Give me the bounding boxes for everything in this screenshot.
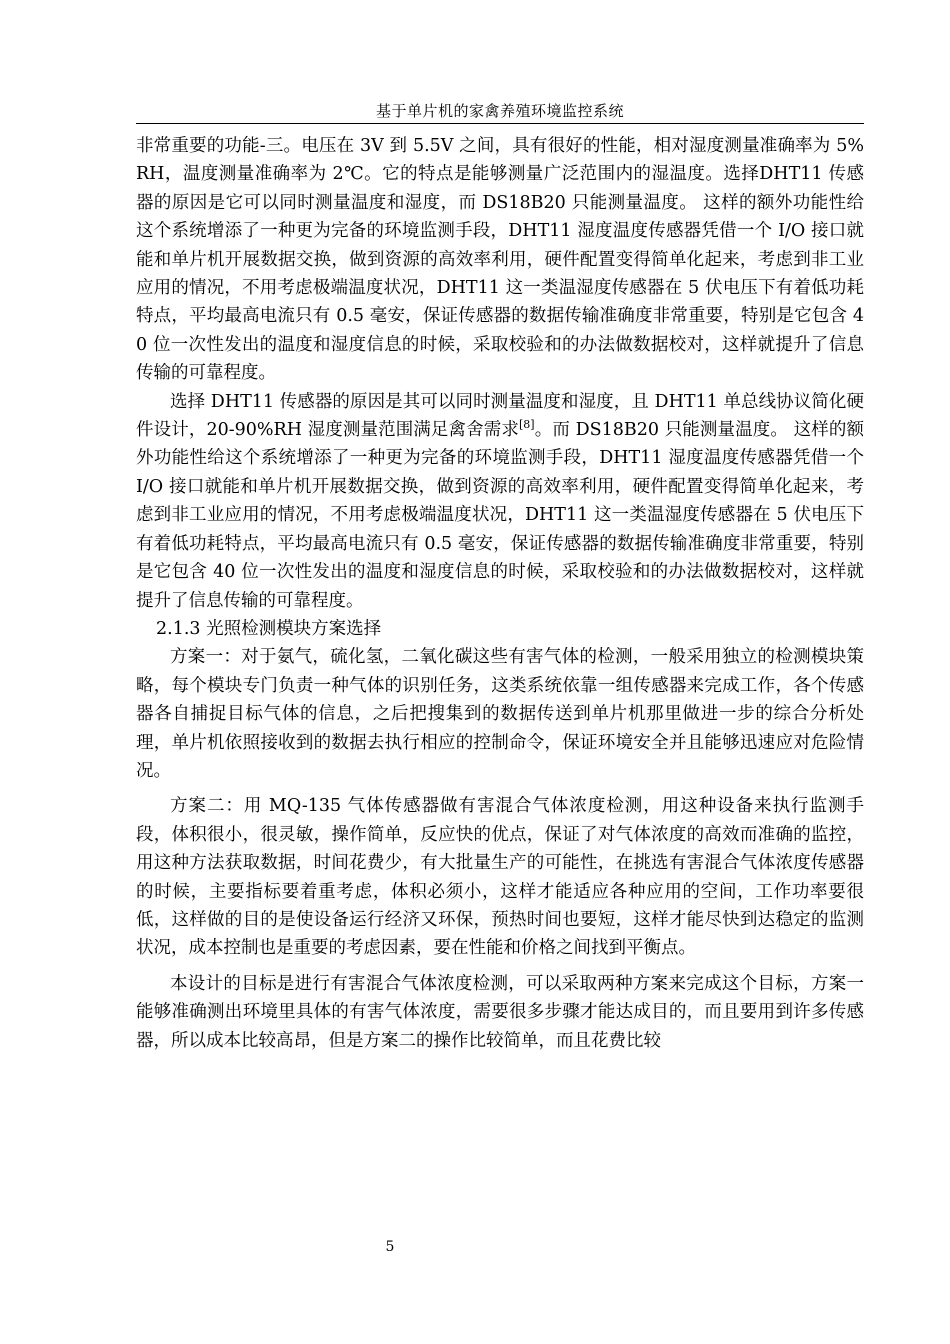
paragraph-scheme-two: 方案二：用 MQ-135 气体传感器做有害混合气体浓度检测，用这种设备来执行监测手段，体积很小，很灵敏，操作简单，反应快的优点，保证了对气体浓度的高效而准确的监控，用这种方法获取数据，时间花费少，有大批量生产的可能性，在挑选有害混合气体浓度传感器的时候，主要指标要着重考虑，体积必须小，这样才能适应各种应用的空间，工作功率要很低，这样做的目的是使设备运行经济又环保，预热时间也要短，这样才能尽快到达稳定的监测状况，成本控制也是重要的考虑因素，要在性能和价格之间找到平衡点。	[136, 796, 864, 959]
body-text	[136, 132, 864, 1055]
paragraph-scheme-one: 方案一：对于氨气，硫化氢，二氧化碳这些有害气体的检测，一般采用独立的检测模块策略，每个模块专门负责一种气体的识别任务，这类系统依靠一组传感器来完成工作，各个传感器各自捕捉目标气体的信息，之后把搜集到的数据传送到单片机那里做进一步的综合分析处理，单片机依照接收到的数据去执行相应的控制命令，保证环境安全并且能够迅速应对危险情况。	[136, 647, 864, 781]
paragraph-design-goal: 本设计的目标是进行有害混合气体浓度检测，可以采取两种方案来完成这个目标，方案一能够准确测出环境里具体的有害气体浓度，需要很多步骤才能达成目的，而且要用到许多传感器，所以成本比较高昂，但是方案二的操作比较简单，而且花费比较	[136, 973, 864, 1051]
header-rule	[136, 123, 864, 124]
paragraph-text: 选择 DHT11 传感器的原因是其可以同时测量温度和湿度，且 DHT11 单总线协议简化硬件设计，20-90%RH 湿度测量范围满足禽舍需求	[136, 391, 864, 441]
paragraph-dht11-selection	[136, 388, 864, 615]
running-header: 基于单片机的家禽养殖环境监控系统	[375, 102, 624, 120]
page-number: 5	[385, 1239, 395, 1255]
paragraph-dht11-features: 非常重要的功能-三。电压在 3V 到 5.5V 之间，具有很好的性能，相对湿度测量准确率为 5%RH，温度测量准确率为 2℃。它的特点是能够测量广泛范围内的湿温度。选择DHT11 传感器的原因是它可以同时测量温度和湿度，而 DS18B20 只能测量温度。 这样的额外功能性给这个系统增添了一种更为完备的环境监测手段，DHT11 湿度温度传感器凭借一个 I/O 接口就能和单片机开展数据交换，做到资源的高效率利用，硬件配置变得简单化起来，考虑到非工业应用的情况，不用考虑极端温度状况，DHT11 这一类温湿度传感器在 5 伏电压下有着低功耗特点，平均最高电流只有 0.5 毫安，保证传感器的数据传输准确度非常重要，特别是它包含 40 位一次性发出的温度和湿度信息的时候，采取校验和的办法做数据校对，这样就提升了信息传输的可靠程度。	[136, 136, 864, 384]
paragraph-text: 。而 DS18B20 只能测量温度。 这样的额外功能性给这个系统增添了一种更为完备的环境监测手段，DHT11 湿度温度传感器凭借一个 I/O 接口就能和单片机开展数据交换，做到资源的高效率利用，硬件配置变得简单化起来，考虑到非工业应用的情况，不用考虑极端温度状况，DHT11 这一类温湿度传感器在 5 伏电压下有着低功耗特点，平均最高电流只有 0.5 毫安，保证传感器的数据传输准确度非常重要，特别是它包含 40 位一次性发出的温度和湿度信息的时候，采取校验和的办法做数据校对，这样就提升了信息传输的可靠程度。	[136, 420, 864, 611]
citation-ref[interactable]: [8]	[519, 418, 535, 432]
section-heading: 2.1.3 光照检测模块方案选择	[156, 618, 382, 639]
